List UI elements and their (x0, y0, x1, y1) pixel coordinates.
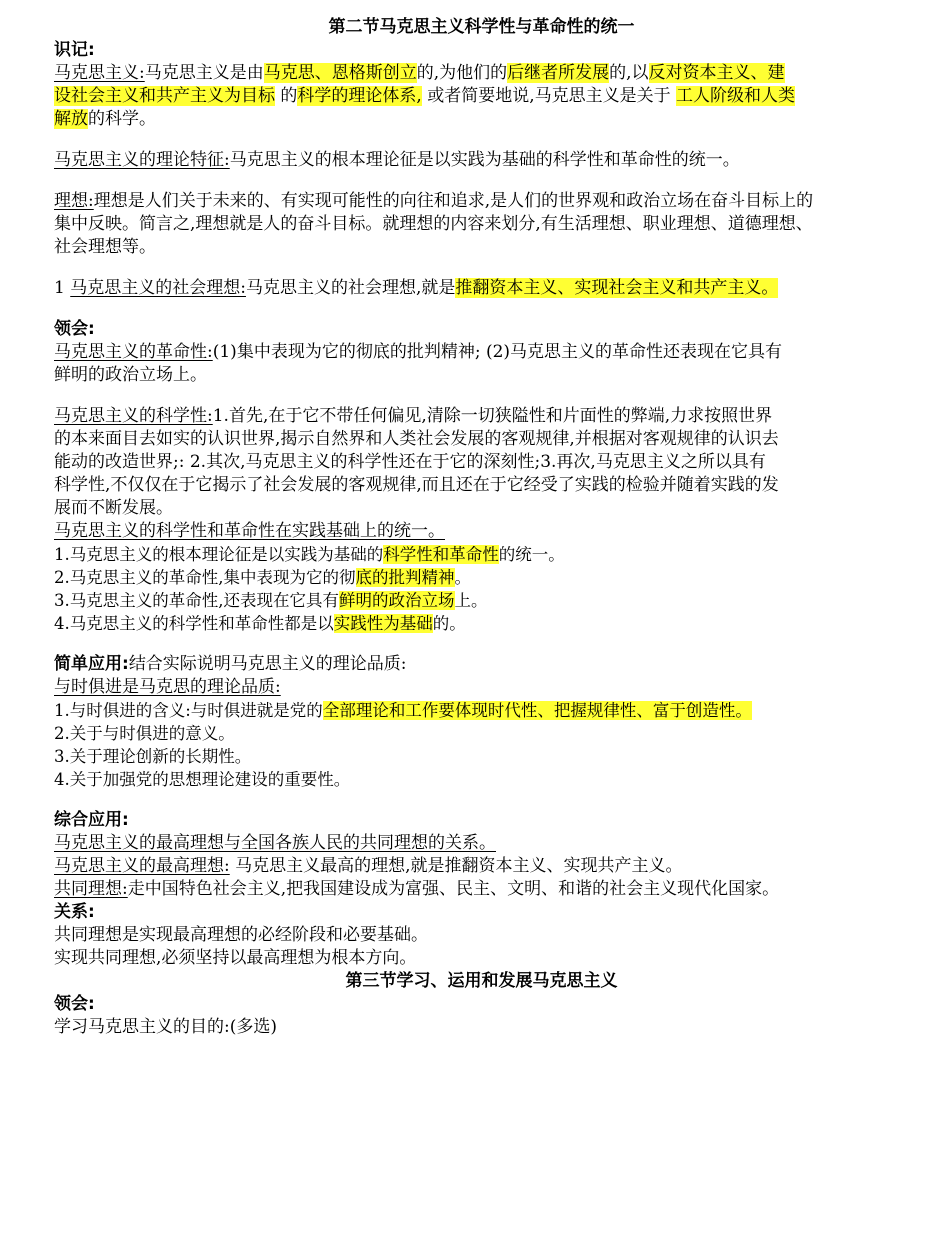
common-ideal-line: 共同理想:走中国特色社会主义,把我国建设成为富强、民主、文明、和谐的社会主义现代化国家。 (54, 879, 780, 899)
highest-ideal-line: 马克思主义的最高理想: 马克思主义最高的理想,就是推翻资本主义、实现共产主义。 (54, 856, 683, 876)
marxism-definition-line-2: 设社会主义和共产主义为目标 的科学的理论体系, 或者简要地说,马克思主义是关于 工人阶级和人类 (54, 86, 796, 106)
term-common-ideal: 共同理想: (54, 879, 128, 899)
highlight: 推翻资本主义、实现社会主义和共产主义。 (455, 278, 779, 298)
list-item: 2.关于与时俱进的意义。 (54, 724, 235, 743)
highlight: 科学的理论体系, (297, 86, 422, 106)
relation-heading: 马克思主义的最高理想与全国各族人民的共同理想的关系。 (54, 833, 496, 853)
list-item: 1.与时俱进的含义:与时俱进就是党的全部理论和工作要体现时代性、把握规律性、富于创造性。 (54, 701, 752, 720)
term-social-ideal: 马克思主义的社会理想: (70, 278, 246, 298)
highlight: 工人阶级和人类 (676, 86, 796, 106)
term-marxism: 马克思主义: (54, 63, 145, 83)
term-revolutionary: 马克思主义的革命性: (54, 342, 213, 362)
simple-application-label: 简单应用: (54, 654, 129, 674)
scientific-line-4: 科学性,不仅仅在于它揭示了社会发展的客观规律,而且还在于它经受了实践的检验并随着实践的发 (54, 475, 779, 495)
marxism-definition-line-1: 马克思主义:马克思主义是由马克思、恩格斯创立的,为他们的后继者所发展的,以反对资本主义、建 (54, 63, 785, 83)
relation-line-2: 实现共同理想,必须坚持以最高理想为根本方向。 (54, 948, 417, 968)
list-item: 4.马克思主义的科学性和革命性都是以实践性为基础的。 (54, 614, 466, 633)
highlight: 反对资本主义、建 (648, 63, 785, 83)
document-page (54, 16, 909, 1039)
highlight: 设社会主义和共产主义为目标 (54, 86, 275, 106)
term-theory-feature: 马克思主义的理论特征: (54, 150, 230, 170)
section-title-3: 第三节学习、运用和发展马克思主义 (345, 971, 618, 991)
highlight: 马克思、恩格斯创立 (263, 63, 417, 83)
ideal-line-2: 集中反映。简言之,理想就是人的奋斗目标。就理想的内容来划分,有生活理想、职业理想、道德理想、 (54, 214, 813, 234)
list-item: 4.关于加强党的思想理论建设的重要性。 (54, 770, 351, 789)
recall-label: 识记: (54, 40, 95, 60)
relation-line-1: 共同理想是实现最高理想的必经阶段和必要基础。 (54, 925, 428, 945)
theory-feature-line: 马克思主义的理论特征:马克思主义的根本理论征是以实践为基础的科学性和革命性的统一。 (54, 150, 740, 170)
term-ideal: 理想: (54, 191, 94, 211)
ideal-line-1: 理想:理想是人们关于未来的、有实现可能性的向往和追求,是人们的世界观和政治立场在奋斗目标上的 (54, 191, 814, 211)
section-title-2: 第二节马克思主义科学性与革命性的统一 (328, 17, 635, 37)
list-item: 1.马克思主义的根本理论征是以实践为基础的科学性和革命性的统一。 (54, 545, 565, 564)
list-item: 3.马克思主义的革命性,还表现在它具有鲜明的政治立场上。 (54, 591, 488, 610)
highlight: 鲜明的政治立场 (339, 591, 455, 610)
scientific-line-2: 的本来面目去如实的认识世界,揭示自然界和人类社会发展的客观规律,并根据对客观规律的认识去 (54, 429, 779, 449)
highlight: 全部理论和工作要体现时代性、把握规律性、富于创造性。 (322, 701, 752, 720)
scientific-line-5: 展而不断发展。 (54, 498, 173, 518)
unity-heading: 马克思主义的科学性和革命性在实践基础上的统一。 (54, 521, 445, 541)
highlight: 科学性和革命性 (383, 545, 499, 564)
scientific-line-1: 马克思主义的科学性:1.首先,在于它不带任何偏见,清除一切狭隘性和片面性的弊端,力求按照世界 (54, 406, 773, 426)
comprehensive-application-label: 综合应用: (54, 810, 129, 830)
list-item: 2.马克思主义的革命性,集中表现为它的彻底的批判精神。 (54, 568, 471, 587)
highlight: 底的批判精神 (355, 568, 455, 587)
revolutionary-line-1: 马克思主义的革命性:(1)集中表现为它的彻底的批判精神; (2)马克思主义的革命性还表现在它具有 (54, 342, 783, 362)
simple-application-line: 简单应用:结合实际说明马克思主义的理论品质: (54, 654, 407, 674)
theory-quality-heading: 与时俱进是马克思的理论品质: (54, 677, 281, 697)
highlight: 实践性为基础 (333, 614, 433, 633)
highlight: 解放 (54, 109, 88, 129)
social-ideal-line: 1 马克思主义的社会理想:马克思主义的社会理想,就是推翻资本主义、实现社会主义和共产主义。 (54, 278, 779, 298)
relation-label: 关系: (54, 902, 95, 922)
list-item: 3.关于理论创新的长期性。 (54, 747, 252, 766)
marxism-definition-line-3: 解放的科学。 (54, 109, 156, 129)
understand-label-2: 领会: (54, 994, 95, 1014)
scientific-line-3: 能动的改造世界;: 2.其次,马克思主义的科学性还在于它的深刻性;3.再次,马克思主义之所以具有 (54, 452, 766, 472)
ideal-line-3: 社会理想等。 (54, 237, 156, 257)
term-highest-ideal: 马克思主义的最高理想: (54, 856, 230, 876)
term-scientific: 马克思主义的科学性: (54, 406, 213, 426)
revolutionary-line-2: 鲜明的政治立场上。 (54, 365, 207, 385)
highlight: 后继者所发展 (507, 63, 610, 83)
understand-label: 领会: (54, 319, 95, 339)
study-purpose-line: 学习马克思主义的目的:(多选) (54, 1017, 277, 1037)
